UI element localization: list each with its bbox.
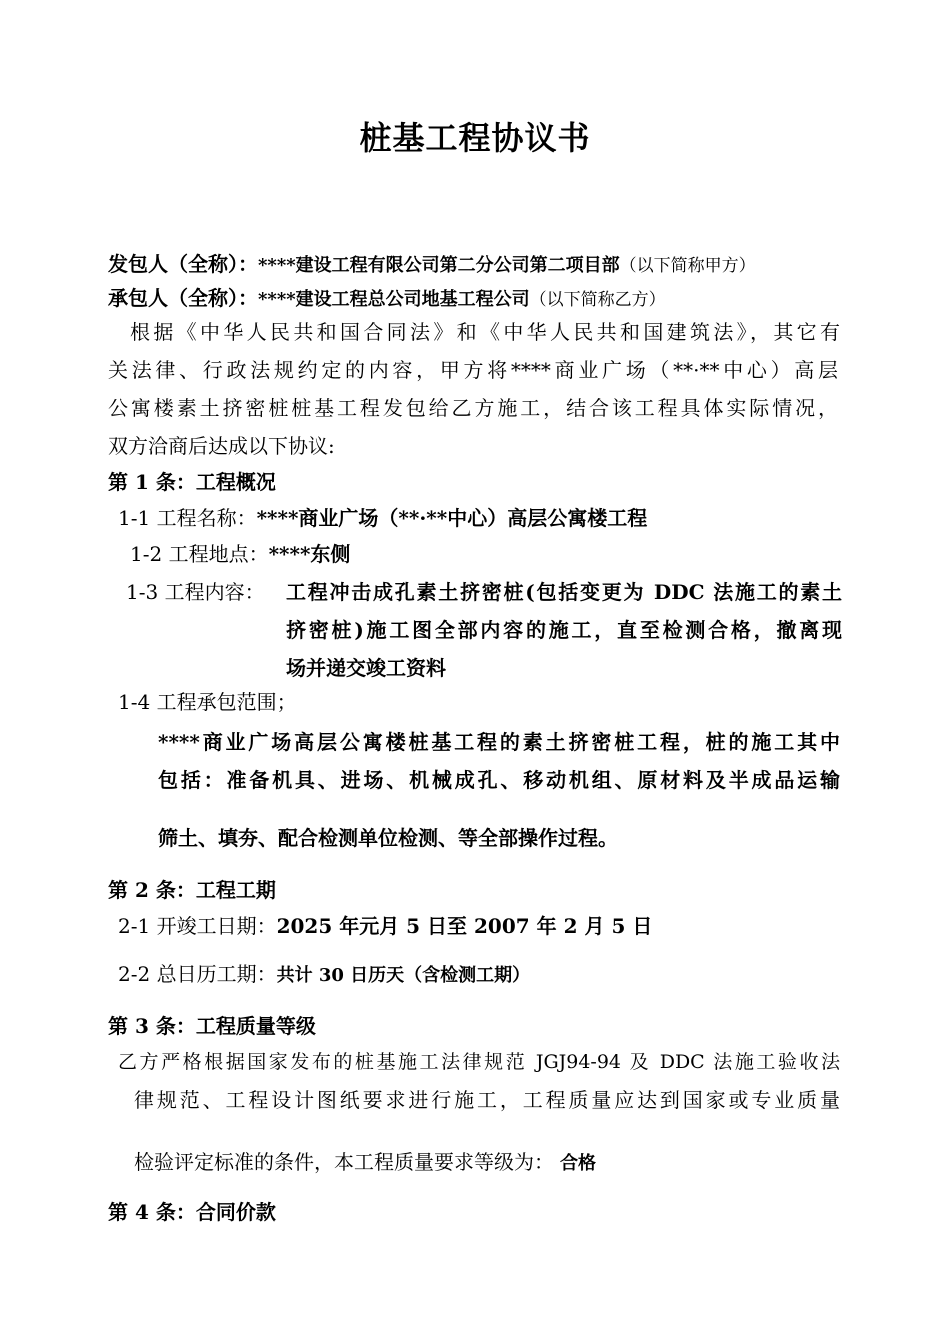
article1-item2 xyxy=(130,542,350,566)
article1-heading: 第 1 条：工程概况 xyxy=(108,470,276,494)
article2-item1-label: 2-1 开竣工日期： xyxy=(118,914,277,938)
article3-line-1: 乙方严格根据国家发布的桩基施工法律规范 JGJ94-94 及 DDC 法施工验收法 xyxy=(118,1051,840,1073)
article3-heading: 第 3 条：工程质量等级 xyxy=(108,1014,316,1038)
article1-item1 xyxy=(118,506,647,530)
article1-item3-line-2: 挤密桩)施工图全部内容的施工，直至检测合格，撤离现 xyxy=(286,618,842,642)
article1-item3-label: 1-3 工程内容： xyxy=(126,580,265,604)
page-title: 桩基工程协议书 xyxy=(359,119,591,157)
article1-item4-line-3: 筛土、填夯、配合检测单位检测、等全部操作过程。 xyxy=(158,826,618,850)
article2-item1-value: 2025 年元月 5 日至 2007 年 2 月 5 日 xyxy=(276,914,653,938)
article3-line-3 xyxy=(134,1150,596,1176)
article2-item1 xyxy=(118,914,652,938)
article1-item3-line-1: 工程冲击成孔素土挤密桩(包括变更为 DDC 法施工的素土 xyxy=(286,580,842,604)
article2-heading: 第 2 条：工程工期 xyxy=(108,878,276,902)
quality-grade: 合格 xyxy=(560,1153,596,1174)
contractor-note: （以下简称乙方） xyxy=(529,290,666,310)
employer-line xyxy=(108,252,756,278)
preamble-line-2: 关法律、行政法规约定的内容，甲方将****商业广场（**·**中心）高层 xyxy=(108,358,838,382)
article1-item4-line-2: 包括：准备机具、进场、机械成孔、移动机组、原材料及半成品运输 xyxy=(158,768,840,792)
article2-item2-value: 共计 30 日历天（含检测工期） xyxy=(276,965,531,986)
preamble-line-3: 公寓楼素土挤密桩桩基工程发包给乙方施工，结合该工程具体实际情况， xyxy=(108,396,838,420)
article1-item2-label: 1-2 工程地点： xyxy=(130,542,269,566)
article1-item1-value: ****商业广场（**·**中心）高层公寓楼工程 xyxy=(256,506,648,530)
contractor-label: 承包人（全称）： xyxy=(108,286,258,310)
preamble-line-4: 双方洽商后达成以下协议: xyxy=(108,434,335,458)
employer-label: 发包人（全称）： xyxy=(108,252,258,276)
preamble-line-1: 根据《中华人民共和国合同法》和《中华人民共和国建筑法》，其它有 xyxy=(130,320,840,344)
article1-item2-value: ****东侧 xyxy=(268,542,351,566)
article1-item4-line-1: ****商业广场高层公寓楼桩基工程的素土挤密桩工程，桩的施工其中 xyxy=(158,730,840,754)
contractor-line xyxy=(108,286,666,312)
contractor-name: ****建设工程总公司地基工程公司 xyxy=(258,289,530,310)
employer-name: ****建设工程有限公司第二分公司第二项目部 xyxy=(258,255,620,276)
article2-item2-label: 2-2 总日历工期： xyxy=(118,962,277,986)
article1-item1-label: 1-1 工程名称： xyxy=(118,506,257,530)
article1-item4-label: 1-4 工程承包范围； xyxy=(118,690,297,714)
employer-note: （以下简称甲方） xyxy=(619,256,756,276)
article1-item3-line-3: 场并递交竣工资料 xyxy=(286,656,446,680)
article4-heading: 第 4 条：合同价款 xyxy=(108,1200,276,1224)
article2-item2 xyxy=(118,962,530,988)
article3-line-3-text: 检验评定标准的条件，本工程质量要求等级为： xyxy=(134,1150,554,1174)
article3-line-2: 律规范、工程设计图纸要求进行施工，工程质量应达到国家或专业质量 xyxy=(134,1088,840,1112)
